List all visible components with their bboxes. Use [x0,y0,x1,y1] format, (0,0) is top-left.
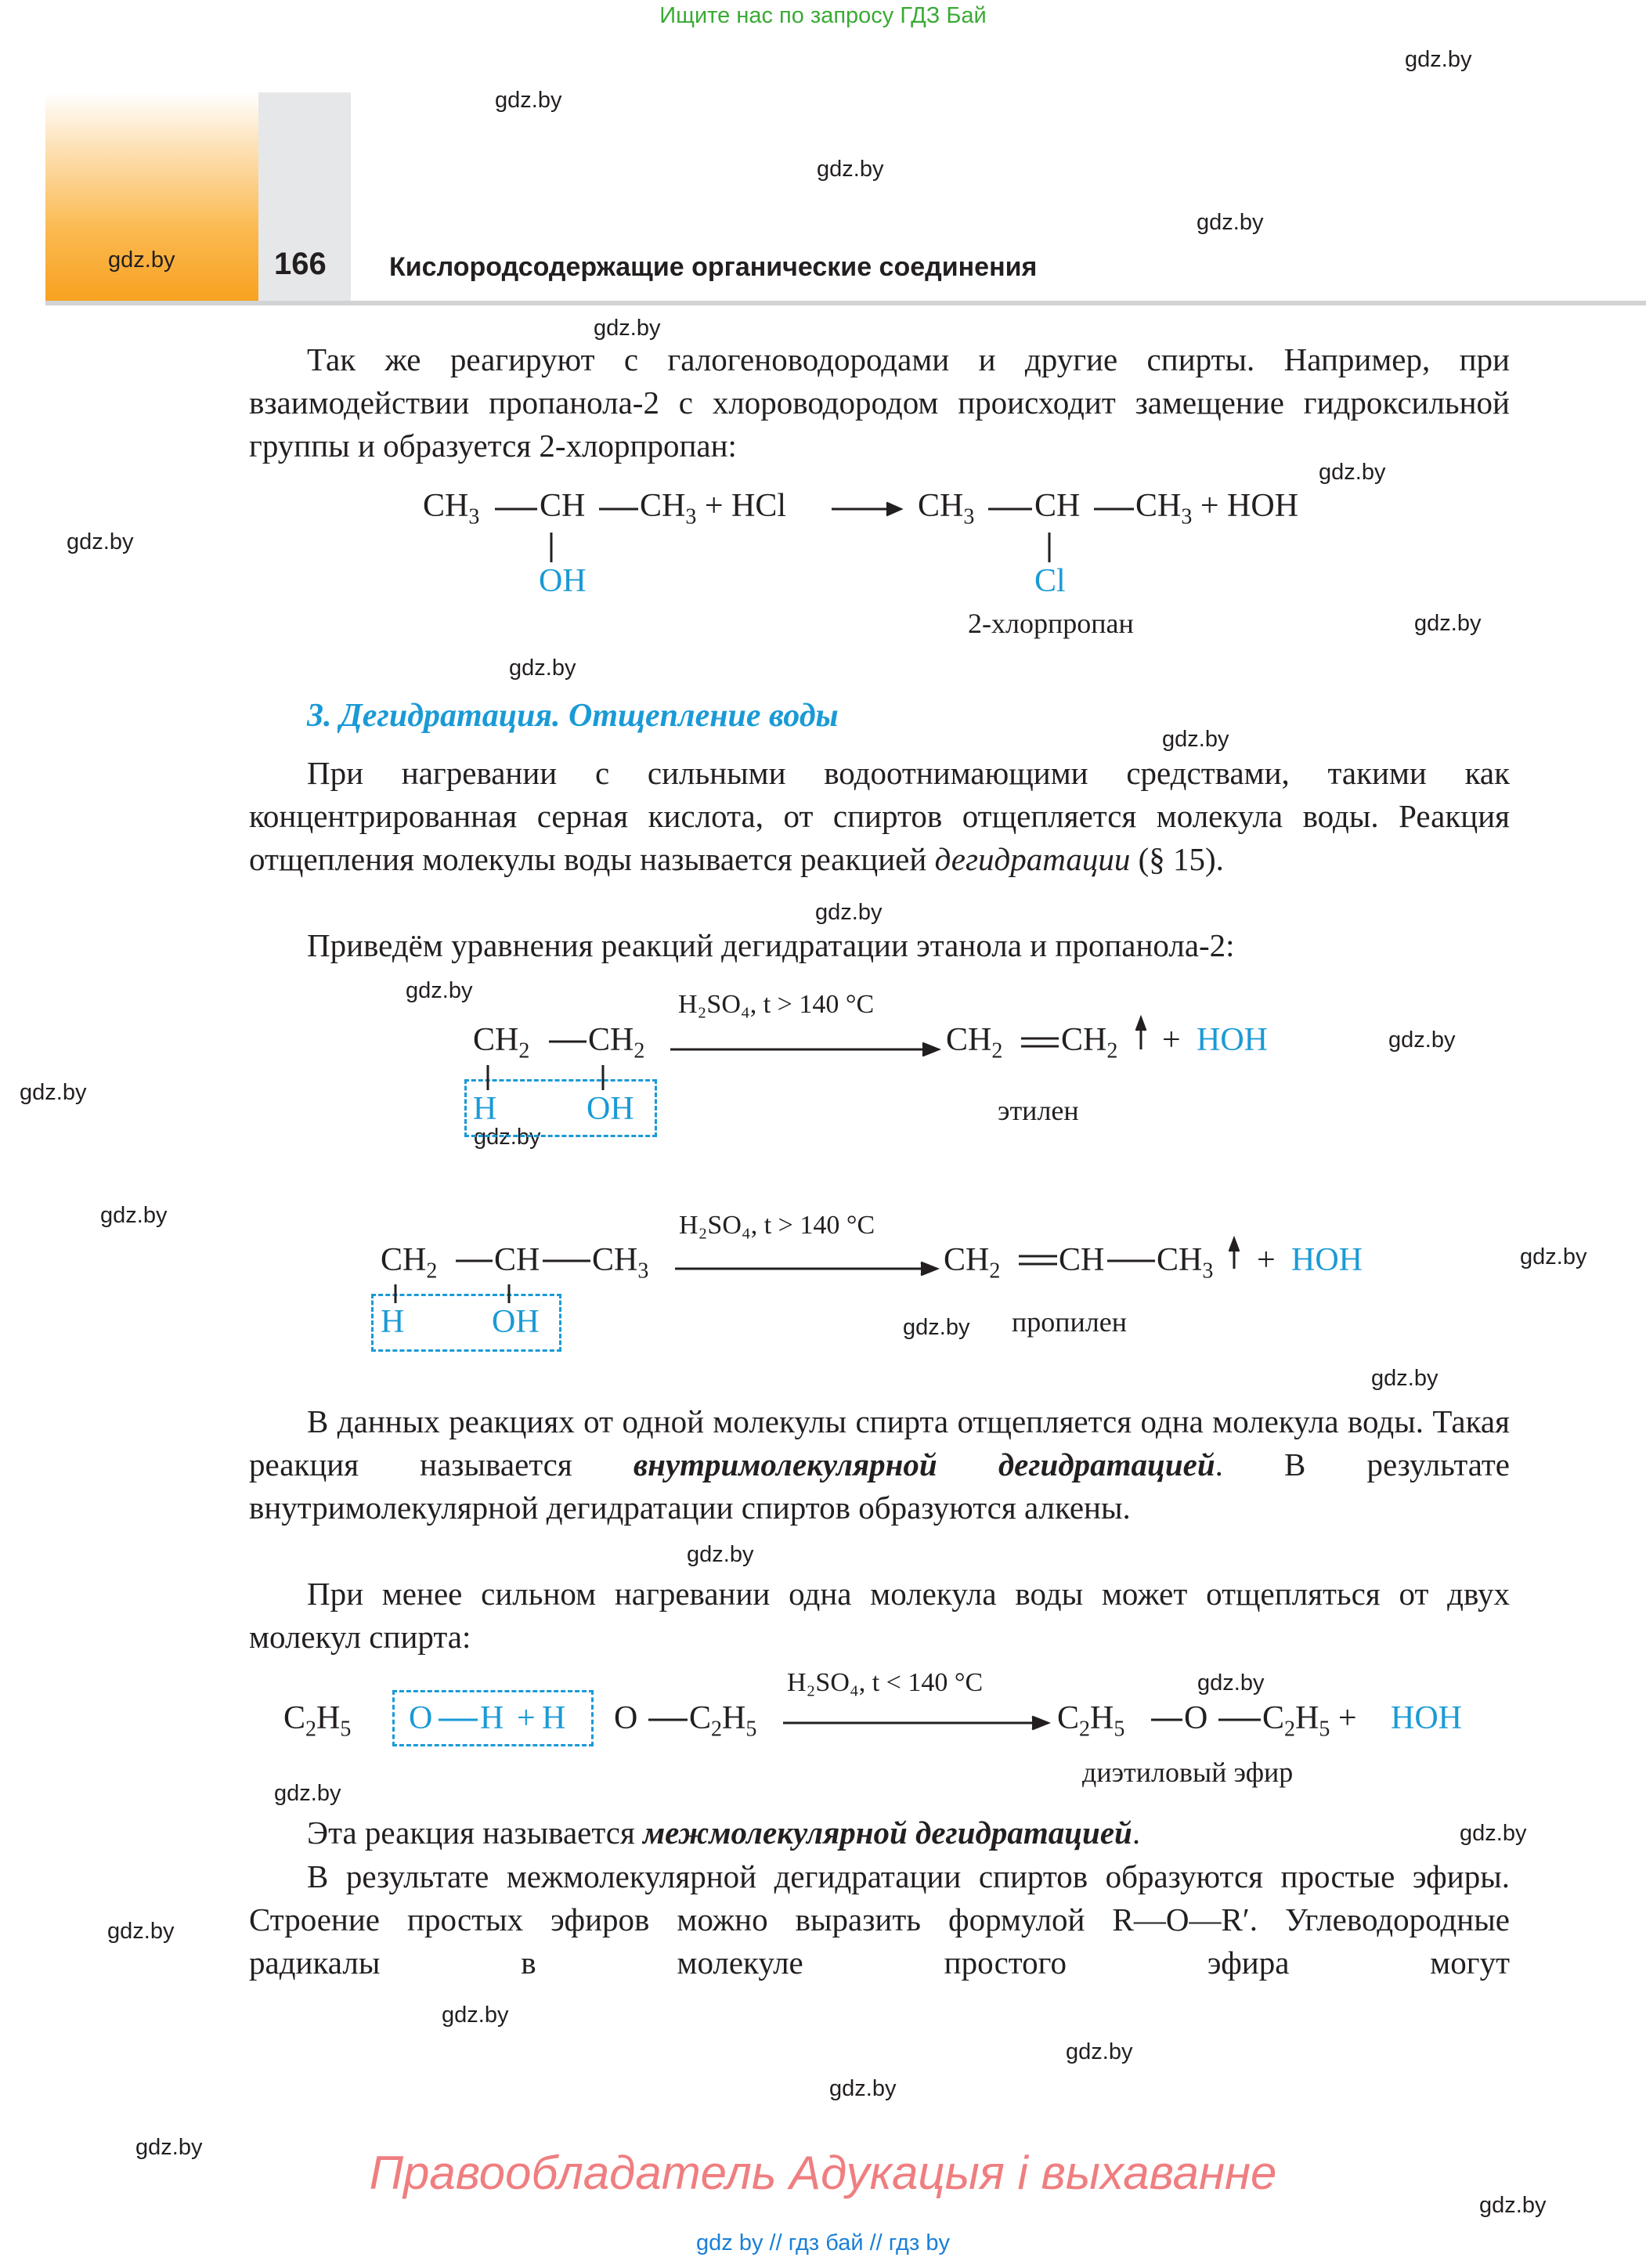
watermark: gdz.by [67,529,134,554]
watermark: gdz.by [594,316,661,341]
watermark: gdz.by [474,1125,541,1150]
oxygen-atom: O [614,1700,638,1736]
watermark: gdz.by [1414,611,1482,636]
watermark: gdz.by [817,157,884,182]
formula-propanol-ch: CH [494,1242,540,1278]
watermark: gdz.by [20,1080,87,1105]
formula-propylene: $CH_2$ [944,1242,1001,1284]
copyright-notice: Правообладатель Адукацыя і выхаванне [369,2147,1277,2199]
hydroxyl-group: OH [492,1304,540,1340]
caption-propylene: пропилен [1012,1306,1128,1338]
plus-sign: + [1257,1242,1276,1278]
hydrogen-atom: H [473,1091,497,1127]
watermark: gdz.by [1460,1821,1527,1846]
paragraph-intramolecular: В данных реакциях от одной молекулы спирта отщепляется одна молекула воды. Такая реакция называется внутримолекулярной дегидратацией. В результате внутримолекулярной дегидратации спиртов образуются алкены. [249,1403,1510,1526]
caption-diethyl-ether: диэтиловый эфир [1082,1757,1294,1788]
water-product: HOH [1291,1242,1363,1278]
watermark: gdz.by [1479,2193,1547,2218]
hydroxyl-group: OH [587,1091,634,1127]
watermark: gdz.by [1197,1670,1265,1696]
hydrogen-atom: H [542,1700,566,1736]
watermark: gdz.by [1405,47,1472,72]
paragraph-ethers: В результате межмолекулярной дегидратации спиртов образуются простые эфиры. Строение простых эфиров можно выразить формулой R—O—R′. Углеводородные радикалы в молекуле простого эфира могут [249,1858,1510,1981]
formula-ch: CH [540,488,586,524]
section-title-dehydration: 3. Дегидратация. Отщепление воды [307,698,839,734]
watermark: gdz.by [1371,1366,1438,1391]
oxygen-atom: O [1184,1700,1208,1736]
formula-propanol-ch3: $CH_3$ [592,1242,649,1284]
formula-ch3-product: $CH_3$ [918,488,975,529]
paragraph-intermolecular-intro: При менее сильном нагревании одна молекула воды может отщепляться от двух молекул спирта: [249,1576,1510,1655]
caption-chloropropane: 2-хлорпропан [968,608,1134,639]
water-product: HOH [1197,1022,1268,1058]
water-product: HOH [1391,1700,1462,1736]
watermark: gdz.by [442,2003,509,2028]
condition-gt140: H₂SO₄, t > 140 °C [678,990,875,1019]
condition-gt140: H₂SO₄, t > 140 °C [679,1211,875,1240]
watermark: gdz.by [1066,2039,1133,2064]
footer-links[interactable]: gdz by // гдз бай // гдз by [696,2230,950,2255]
watermark: gdz.by [1520,1244,1587,1269]
equation-propanol-hcl: $CH_3$ [423,488,480,529]
formula-propylene-ch: CH [1059,1242,1105,1278]
hydroxyl-group: OH [539,563,587,599]
hydrogen-atom: H [480,1700,504,1736]
chlorine-atom: Cl [1034,563,1066,599]
caption-ethylene: этилен [998,1095,1079,1126]
watermark: gdz.by [829,2076,897,2101]
watermark: gdz.by [1197,210,1264,235]
watermark: gdz.by [1388,1027,1456,1053]
watermark: gdz.by [100,1203,168,1228]
chapter-title: Кислородсодержащие органические соединения [389,252,1038,282]
oxygen-atom: O [409,1700,433,1736]
watermark: gdz.by [509,655,576,681]
formula-ethanol: $CH_2$ [473,1022,530,1064]
formula-ch3-hoh: $CH_3$ + HOH [1135,488,1299,529]
formula-propanol: $CH_2$ [381,1242,438,1284]
watermark: gdz.by [107,1919,175,1944]
watermark: gdz.by [1319,460,1386,485]
formula-ether-ethyl: $C_2H_5$ [1057,1700,1125,1742]
plus-sign: + [517,1700,536,1736]
watermark: gdz.by [108,247,175,273]
formula-ethanol-ch2: $CH_2$ [588,1022,645,1064]
formula-ch-product: CH [1034,488,1081,524]
watermark: gdz.by [815,900,883,925]
formula-ethyl-left: $C_2H_5$ [283,1700,352,1742]
formula-ethylene: $CH_2$ [946,1022,1003,1064]
paragraph-halogen-substitution: Так же реагируют с галогеноводородами и другие спирты. Например, при взаимодействии пропанола-2 с хлороводородом происходит замещение гидроксильной группы и образуется 2-хлорпропан: [249,341,1510,464]
paragraph-dehydration-intro: При нагревании с сильными водоотнимающими средствами, такими как концентрированная серная кислота, от спиртов отщепляется молекула воды. Реакция отщепления молекулы воды называется реакцией дегидратации (§ 15). [249,755,1510,877]
watermark: gdz.by [274,1781,341,1806]
plus-sign: + [1162,1022,1181,1058]
formula-propylene-ch3: $CH_3$ [1157,1242,1214,1284]
formula-ether-ethyl-right: $C_2H_5$ + [1262,1700,1357,1742]
watermark: gdz.by [135,2135,203,2160]
formula-ethylene-ch2: $CH_2$ [1061,1022,1118,1064]
formula-ch3-hcl: $CH_3$ + HCl [640,488,787,529]
hydrogen-atom: H [381,1304,405,1340]
paragraph-intermolecular-term: Эта реакция называется межмолекулярной дегидратацией. [307,1815,1141,1851]
watermark: gdz.by [903,1315,970,1340]
condition-lt140: H₂SO₄, t < 140 °C [787,1668,984,1697]
top-banner[interactable]: Ищите нас по запросу ГДЗ Бай [659,3,987,28]
watermark: gdz.by [687,1542,754,1567]
page-number: 166 [274,247,327,281]
watermark: gdz.by [406,978,473,1003]
formula-ethyl-right: $C_2H_5$ [689,1700,757,1742]
paragraph-equations-intro: Приведём уравнения реакций дегидратации этанола и пропанола-2: [307,927,1235,963]
watermark: gdz.by [495,88,562,113]
watermark: gdz.by [1162,727,1229,752]
